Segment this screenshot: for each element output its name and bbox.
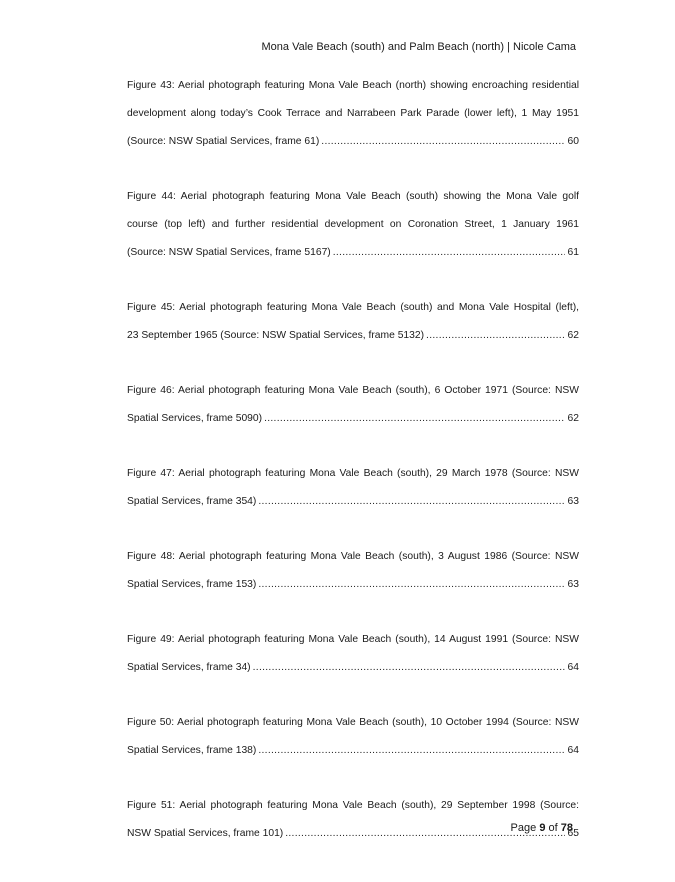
entry-text-end: Spatial Services, frame 153) [127,579,257,590]
footer-page-word: Page [510,822,537,834]
dot-leader [253,661,565,675]
dot-leader [258,744,564,758]
entry-text-end: 23 September 1965 (Source: NSW Spatial Services, frame 5132) [127,330,425,341]
toc-entry-figure-48[interactable] [127,550,579,592]
footer-of-word: of [548,822,558,834]
toc-entry-figure-47[interactable] [127,467,579,509]
entry-text-line: development along today’s Cook Terrace and Narrabeen Park Parade (lower left), 1 May 1951 [127,108,579,119]
entry-page-number: 62 [567,330,579,341]
dot-leader [321,135,564,149]
toc-entry-figure-46[interactable] [127,384,579,426]
dot-leader [258,578,564,592]
entry-text-line: Figure 49: Aerial photograph featuring Mona Vale Beach (south), 14 August 1991 (Source: NSW [127,634,579,645]
entry-final-line [127,246,579,260]
dot-leader [264,412,564,426]
entry-final-line [127,744,579,758]
entry-final-line [127,329,579,343]
entry-page-number: 62 [567,413,579,424]
entry-text-end: Spatial Services, frame 354) [127,496,257,507]
entry-text-end: Spatial Services, frame 34) [127,662,251,673]
entry-text-line: Figure 44: Aerial photograph featuring Mona Vale Beach (south) showing the Mona Vale golf [127,191,579,202]
entry-text-end: Spatial Services, frame 5090) [127,413,263,424]
entry-page-number: 61 [567,247,579,258]
entry-page-number: 63 [567,579,579,590]
entry-final-line [127,135,579,149]
entry-final-line [127,495,579,509]
running-header: Mona Vale Beach (south) and Palm Beach (north) | Nicole Cama [261,41,576,53]
entry-final-line [127,578,579,592]
toc-entry-figure-49[interactable] [127,633,579,675]
page-footer [511,821,573,835]
entry-page-number: 64 [567,745,579,756]
toc-entry-figure-43[interactable] [127,79,579,149]
footer-total-pages: 78 [560,822,573,834]
footer-current-page: 9 [539,822,546,834]
toc-entry-figure-50[interactable] [127,716,579,758]
toc-entry-figure-45[interactable] [127,301,579,343]
entry-text-line: Figure 48: Aerial photograph featuring Mona Vale Beach (south), 3 August 1986 (Source: NSW [127,551,579,562]
entry-page-number: 64 [567,662,579,673]
entry-text-end: NSW Spatial Services, frame 101) [127,828,284,839]
entry-text-line: Figure 46: Aerial photograph featuring Mona Vale Beach (south), 6 October 1971 (Source: NSW [127,385,579,396]
entry-text-line: Figure 45: Aerial photograph featuring Mona Vale Beach (south) and Mona Vale Hospital (left), [127,302,579,313]
entry-text-line: Figure 43: Aerial photograph featuring Mona Vale Beach (north) showing encroaching residential [127,80,579,91]
entry-text-line: Figure 50: Aerial photograph featuring Mona Vale Beach (south), 10 October 1994 (Source: NSW [127,717,579,728]
entry-final-line [127,661,579,675]
dot-leader [333,246,565,260]
toc-entry-figure-44[interactable] [127,190,579,260]
entry-text-end: Spatial Services, frame 138) [127,745,257,756]
entry-text-line: Figure 47: Aerial photograph featuring Mona Vale Beach (south), 29 March 1978 (Source: NSW [127,468,579,479]
list-of-figures [127,79,579,882]
entry-text-line: course (top left) and further residential development on Coronation Street, 1 January 1961 [127,219,579,230]
entry-text-line: Figure 51: Aerial photograph featuring Mona Vale Beach (south), 29 September 1998 (Source: [127,800,579,811]
dot-leader [258,495,564,509]
entry-text-end: (Source: NSW Spatial Services, frame 61) [127,136,320,147]
entry-final-line [127,412,579,426]
entry-page-number: 63 [567,496,579,507]
entry-text-end: (Source: NSW Spatial Services, frame 5167) [127,247,331,258]
entry-page-number: 65 [567,828,579,839]
dot-leader [426,329,564,343]
entry-page-number: 60 [567,136,579,147]
